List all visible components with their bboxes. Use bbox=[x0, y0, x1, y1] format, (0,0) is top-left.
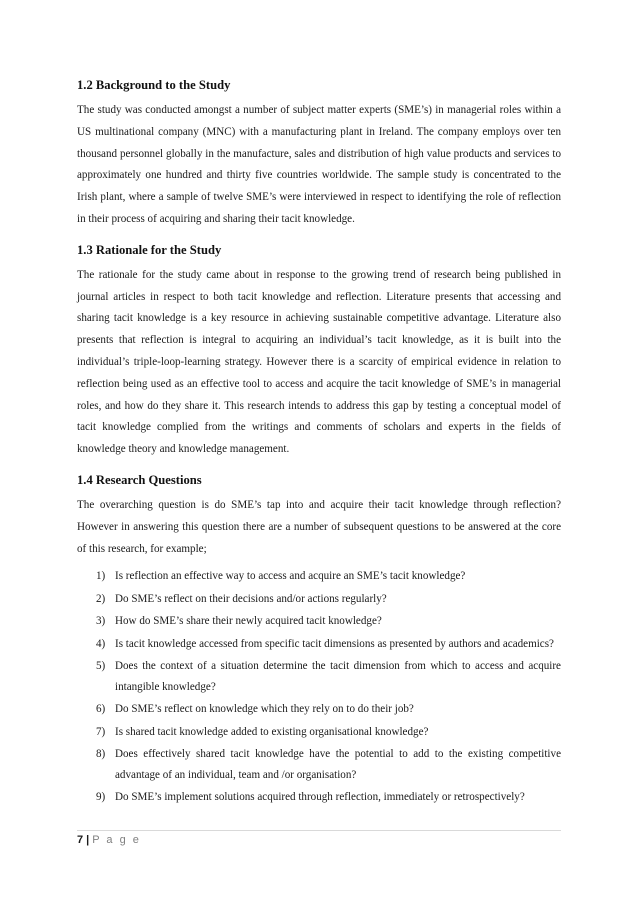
footer-separator: | bbox=[86, 834, 90, 846]
section-heading: 1.3 Rationale for the Study bbox=[77, 242, 222, 257]
page-label: P a g e bbox=[92, 834, 141, 846]
section-background bbox=[77, 74, 561, 231]
paragraph: The overarching question is do SME’s tap into and acquire their tacit knowledge through reflection? However in answering this question there are a number of subsequent questions to be answered at the core of this research, for example; bbox=[77, 498, 561, 555]
list-item-text: Does the context of a situation determine the tacit dimension from which to access and acquire intangible knowledge? bbox=[115, 660, 561, 693]
list-item bbox=[77, 589, 561, 610]
list-item-text: Do SME’s reflect on knowledge which they rely on to do their job? bbox=[115, 703, 414, 716]
list-number: 3) bbox=[96, 615, 106, 628]
list-number: 4) bbox=[96, 637, 106, 650]
list-item bbox=[77, 634, 561, 655]
list-item-text: Is reflection an effective way to access and acquire an SME’s tacit knowledge? bbox=[115, 570, 466, 583]
list-number: 6) bbox=[96, 703, 106, 716]
list-item-text: Is tacit knowledge accessed from specific tacit dimensions as presented by authors and academics? bbox=[115, 637, 554, 650]
section-heading: 1.2 Background to the Study bbox=[77, 78, 231, 92]
list-item bbox=[77, 656, 561, 697]
footer-divider bbox=[77, 830, 561, 831]
paragraph: The rationale for the study came about in response to the growing trend of research being published in journal articles in respect to both tacit knowledge and reflection. Literature presents that accessing and sharing tacit knowledge is a key resource in achieving sustainable competitive advantage. Literature also presents that reflection is integral to acquiring an individual’s tacit knowledge, as it is built into the individual’s triple-loop-learning strategy. However there is a scarcity of empirical evidence in relation to reflection being used as an effective tool to access and acquire the tacit knowledge of SME’s in managerial roles, and how do they share it. This research intends to address this gap by testing a conceptual model of tacit knowledge complied from the writings and comments of scholars and experts in the fields of knowledge theory and knowledge management. bbox=[77, 268, 561, 456]
page-number: 7 bbox=[77, 834, 84, 846]
paragraph: The study was conducted amongst a number of subject matter experts (SME’s) in managerial roles within a US multinational company (MNC) with a manufacturing plant in Ireland. The company employs over ten thousand personnel globally in the manufacture, sales and distribution of high value products and services to approximately one hundred and thirty five countries worldwide. The sample study is concentrated to the Irish plant, where a sample of twelve SME’s were interviewed in respect to identifying the role of reflection in their process of acquiring and sharing their tacit knowledge. bbox=[77, 104, 561, 225]
list-number: 5) bbox=[96, 660, 106, 673]
list-number: 9) bbox=[96, 791, 106, 804]
list-number: 8) bbox=[96, 748, 106, 761]
list-item-text: Does effectively shared tacit knowledge have the potential to add to the existing competitive advantage of an individual, team and /or organisation? bbox=[115, 748, 561, 781]
list-item bbox=[77, 699, 561, 720]
question-list bbox=[77, 566, 561, 808]
list-item bbox=[77, 611, 561, 632]
list-number: 1) bbox=[96, 570, 106, 583]
section-research-questions bbox=[77, 469, 561, 808]
list-item-text: Do SME’s reflect on their decisions and/or actions regularly? bbox=[115, 592, 387, 605]
page-footer bbox=[77, 834, 141, 846]
list-item-text: How do SME’s share their newly acquired tacit knowledge? bbox=[115, 615, 382, 628]
list-item bbox=[77, 566, 561, 587]
section-heading: 1.4 Research Questions bbox=[77, 472, 202, 487]
list-number: 2) bbox=[96, 592, 106, 605]
page-content bbox=[77, 74, 561, 816]
list-item bbox=[77, 722, 561, 743]
list-item-text: Is shared tacit knowledge added to existing organisational knowledge? bbox=[115, 725, 429, 738]
list-item-text: Do SME’s implement solutions acquired through reflection, immediately or retrospectively? bbox=[115, 791, 525, 804]
list-item bbox=[77, 744, 561, 785]
section-rationale bbox=[77, 239, 561, 461]
list-item bbox=[77, 787, 561, 808]
list-number: 7) bbox=[96, 725, 106, 738]
